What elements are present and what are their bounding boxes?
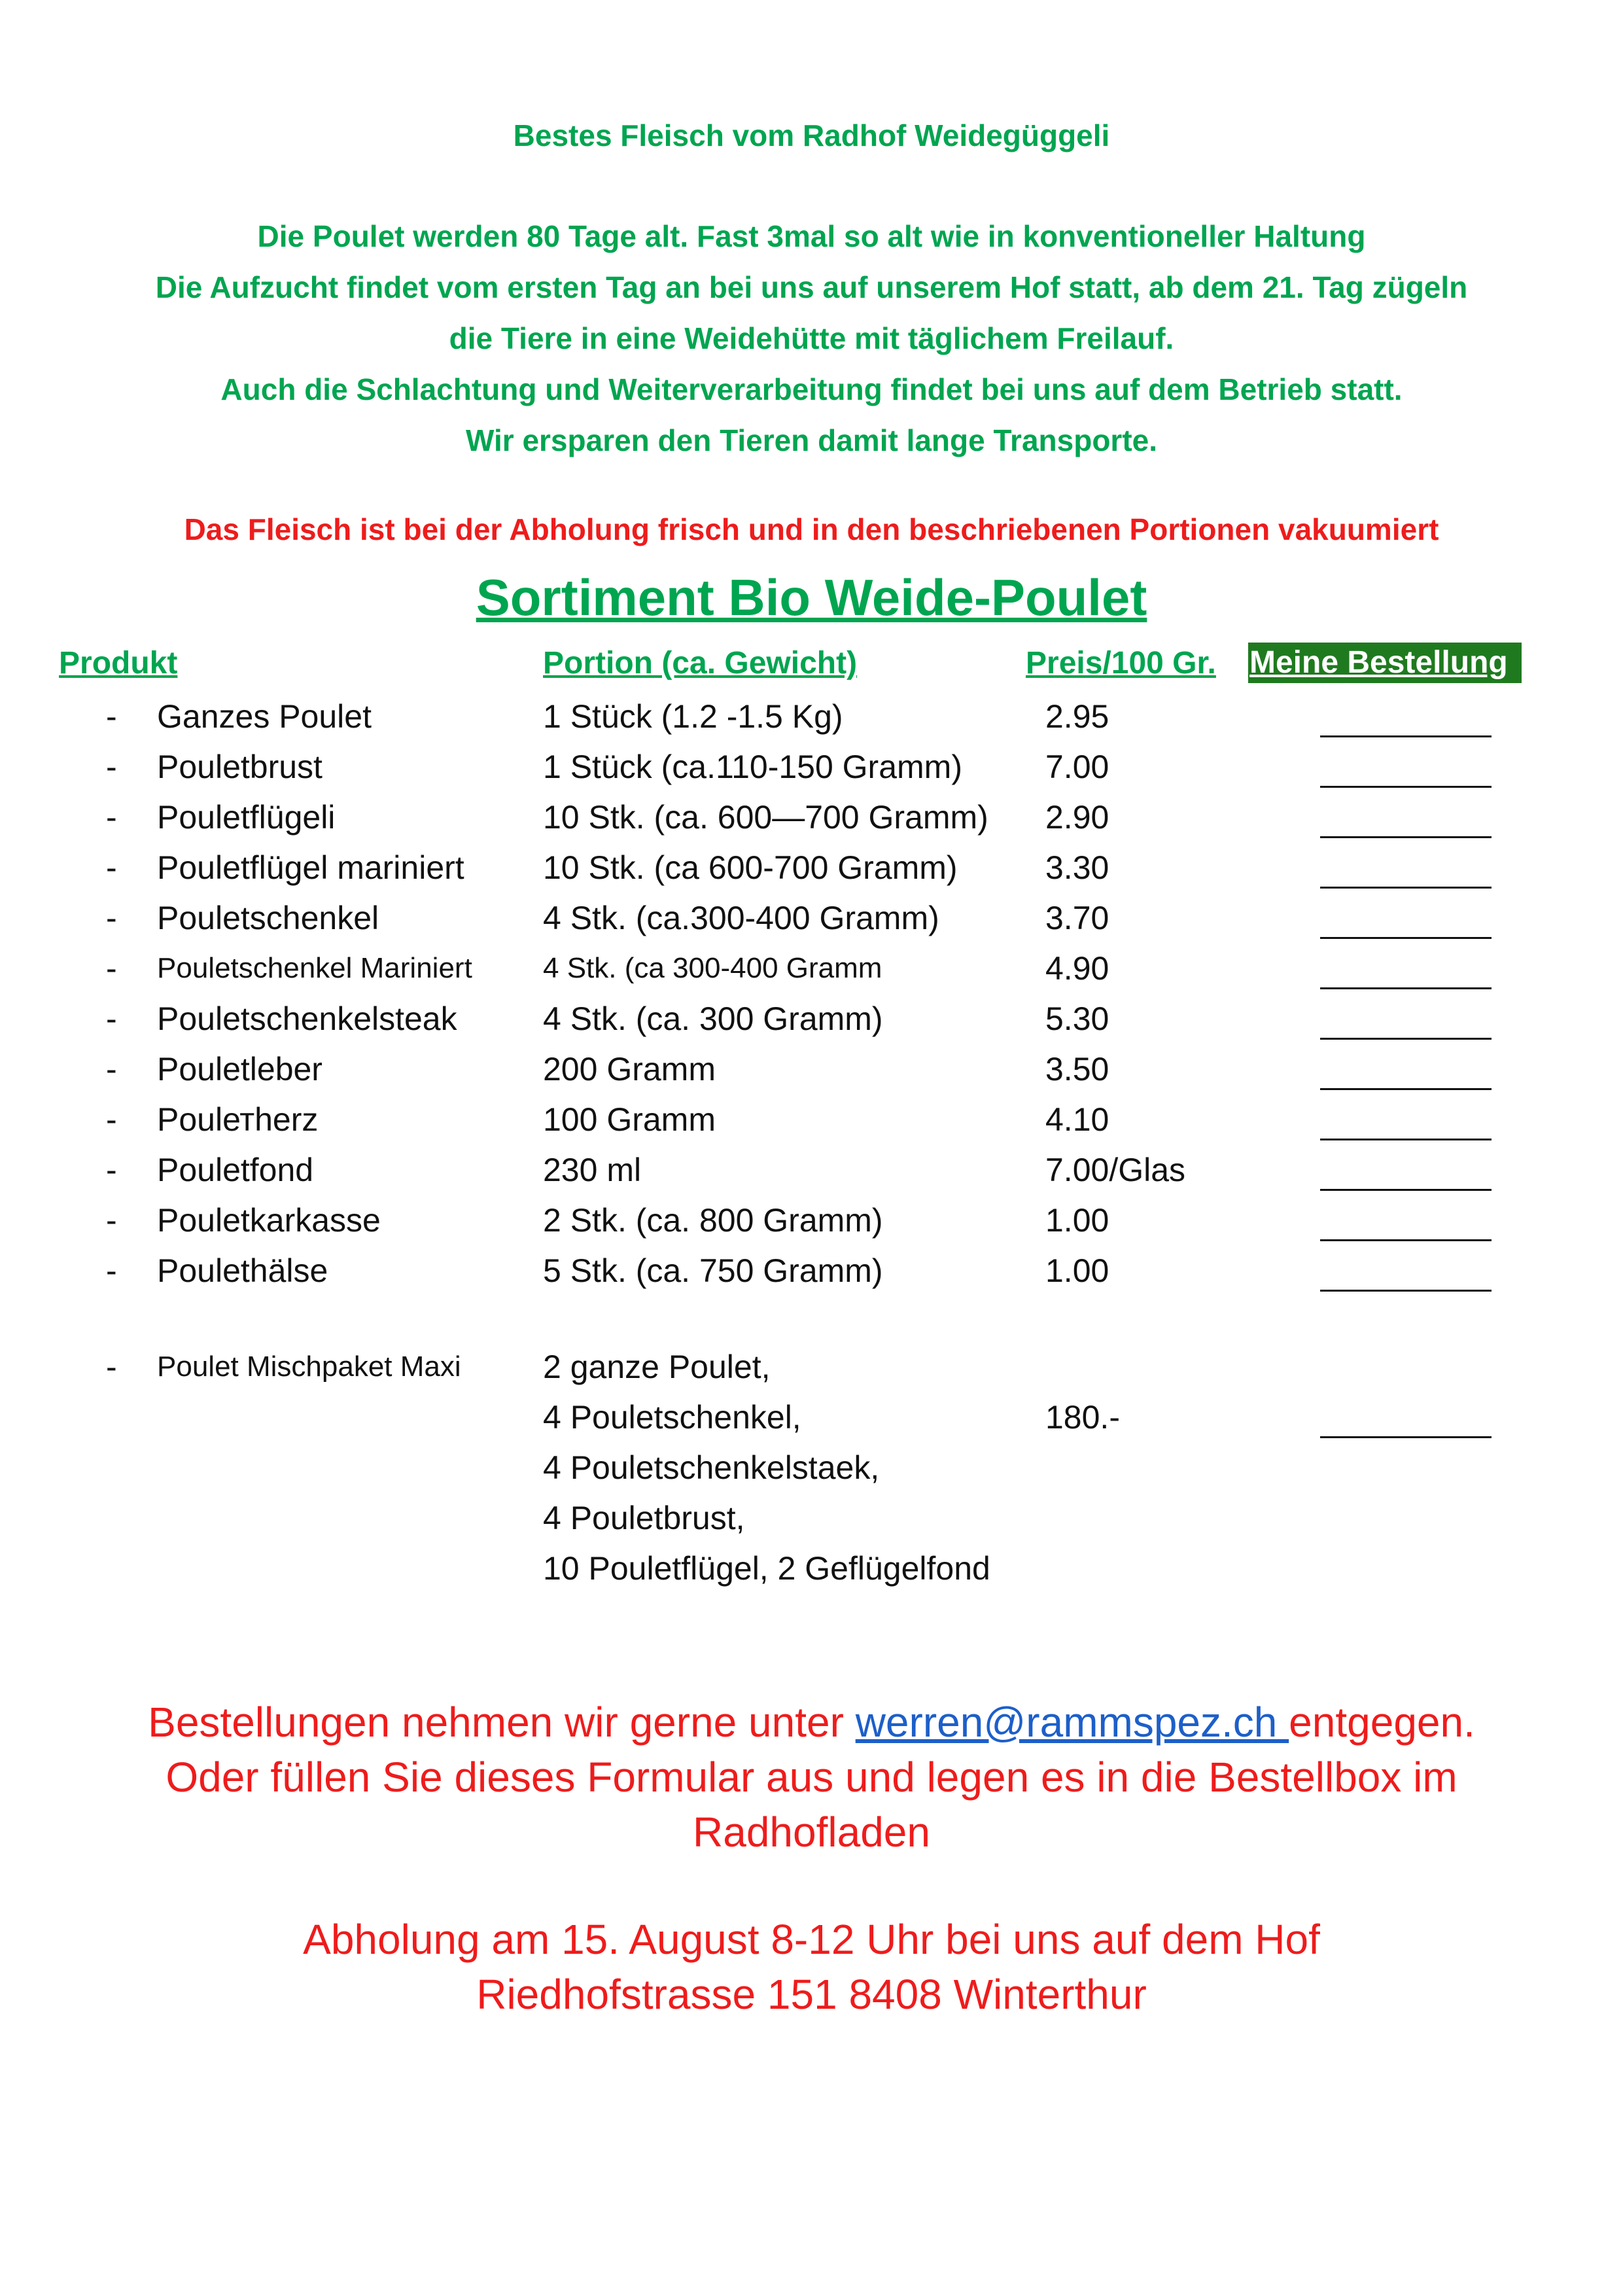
intro-text [0,211,1623,466]
product-row [0,1252,1623,1301]
order-info-line [0,1695,1623,1750]
product-name: Pouletschenkel [157,900,379,936]
order-info-line: Radhofladen [693,1809,930,1856]
product-price: 4.10 [1045,1101,1109,1138]
bullet-dash: - [106,698,117,735]
order-info [0,1695,1623,1860]
order-quantity-field[interactable] [1320,1038,1492,1040]
column-header-portion: Portion (ca. Gewicht) [543,646,858,680]
product-price: 7.00 [1045,749,1109,785]
bullet-dash: - [106,1252,117,1289]
product-price: 3.50 [1045,1051,1109,1087]
product-row [0,798,1623,848]
bullet-dash: - [106,1202,117,1239]
product-name: Poulетherz [157,1101,319,1138]
product-name: Pouletschenkelsteak [157,1000,457,1037]
page-title: Sortiment Bio Weide-Poulet [476,569,1147,626]
order-quantity-field[interactable] [1320,1088,1492,1090]
column-header-order: Meine Bestellung [1248,643,1522,683]
mixpack-content-line: 10 Pouletflügel, 2 Geflügelfond [543,1550,990,1587]
product-portion: 1 Stück (1.2 -1.5 Kg) [543,698,843,735]
product-portion: 4 Stk. (ca.300-400 Gramm) [543,900,939,936]
product-price: 1.00 [1045,1202,1109,1239]
product-price: 7.00/Glas [1045,1152,1186,1188]
product-price: 2.90 [1045,799,1109,836]
product-name: Pouletleber [157,1051,323,1087]
bullet-dash: - [106,799,117,836]
product-name: Pouletkarkasse [157,1202,381,1239]
bullet-dash: - [106,1000,117,1037]
product-row [0,1000,1623,1050]
product-portion: 2 Stk. (ca. 800 Gramm) [543,1202,883,1239]
product-name: Pouletflügel mariniert [157,849,464,886]
order-info-line: Oder füllen Sie dieses Formular aus und legen es in die Bestellbox im [166,1754,1457,1801]
order-suffix: entgegen. [1289,1699,1475,1746]
product-name: Pouletschenkel Mariniert [157,952,472,984]
product-row [0,698,1623,747]
product-price: 3.70 [1045,900,1109,936]
product-row [0,1050,1623,1100]
bullet-dash: - [106,849,117,886]
bullet-dash: - [106,1051,117,1087]
product-row [0,1101,1623,1150]
product-name: Pouletbrust [157,749,323,785]
product-name: Poulethälse [157,1252,328,1289]
intro-line: Wir ersparen den Tieren damit lange Transporte. [465,423,1158,457]
order-quantity-field[interactable] [1320,836,1492,838]
headline: Bestes Fleisch vom Radhof Weidegüggeli [513,118,1110,152]
bullet-dash: - [106,749,117,785]
mixpack-row [0,1348,1623,1398]
product-row [0,849,1623,898]
product-price: 4.90 [1045,950,1109,987]
order-quantity-field[interactable] [1320,887,1492,889]
product-portion: 10 Stk. (ca. 600—700 Gramm) [543,799,988,836]
email-link[interactable]: werren@rammspez.ch [855,1699,1289,1746]
product-portion: 230 ml [543,1152,642,1188]
pickup-line: Abholung am 15. August 8-12 Uhr bei uns auf dem Hof [303,1916,1320,1963]
product-price: 3.30 [1045,849,1109,886]
order-quantity-field[interactable] [1320,1139,1492,1140]
mixpack-content-line: 4 Pouletschenkel, [543,1399,801,1436]
product-price: 1.00 [1045,1252,1109,1289]
product-name: Pouletfond [157,1152,314,1188]
mixpack-content-line: 4 Pouletschenkelstaek, [543,1449,880,1486]
order-quantity-field[interactable] [1320,1239,1492,1241]
order-quantity-field[interactable] [1320,1189,1492,1191]
order-quantity-field[interactable] [1320,735,1492,737]
bullet-dash: - [106,1101,117,1138]
product-row [0,748,1623,798]
product-name: Poulet Mischpaket Maxi [157,1351,461,1383]
order-quantity-field[interactable] [1320,987,1492,989]
product-name: Ganzes Poulet [157,698,372,735]
column-header-price: Preis/100 Gr. [1026,646,1216,680]
product-portion: 200 Gramm [543,1051,716,1087]
intro-line: Die Aufzucht findet vom ersten Tag an bei uns auf unserem Hof statt, ab dem 21. Tag zügeln [155,270,1468,304]
product-portion: 1 Stück (ca.110-150 Gramm) [543,749,962,785]
product-price: 2.95 [1045,698,1109,735]
product-portion: 4 Stk. (ca. 300 Gramm) [543,1000,883,1037]
intro-line: Auch die Schlachtung und Weiterverarbeitung findet bei uns auf dem Betrieb statt. [220,372,1403,406]
product-row [0,1151,1623,1201]
pickup-info [0,1912,1623,2022]
order-quantity-field[interactable] [1320,1290,1492,1292]
address-line: Riedhofstrasse 151 8408 Winterthur [476,1971,1147,2018]
intro-line: die Tiere in eine Weidehütte mit täglichem Freilauf. [449,321,1174,355]
mixpack-content-line: 2 ganze Poulet, [543,1349,771,1385]
fresh-note: Das Fleisch ist bei der Abholung frisch und in den beschriebenen Portionen vakuumiert [184,512,1439,546]
product-row [0,899,1623,949]
product-row [0,949,1623,999]
bullet-dash: - [106,950,117,987]
product-row [0,1201,1623,1251]
product-price: 5.30 [1045,1000,1109,1037]
order-quantity-field[interactable] [1320,937,1492,939]
order-prefix: Bestellungen nehmen wir gerne unter [148,1699,856,1746]
order-quantity-field[interactable] [1320,1436,1492,1438]
bullet-dash: - [106,1152,117,1188]
bullet-dash: - [106,900,117,936]
bullet-dash: - [106,1349,117,1385]
product-portion: 4 Stk. (ca 300-400 Gramm [543,952,882,984]
intro-line: Die Poulet werden 80 Tage alt. Fast 3mal so alt wie in konventioneller Haltung [257,219,1366,253]
product-portion: 5 Stk. (ca. 750 Gramm) [543,1252,883,1289]
product-portion: 100 Gramm [543,1101,716,1138]
order-quantity-field[interactable] [1320,786,1492,788]
mixpack-price-row [0,1398,1623,1448]
product-price: 180.- [1045,1399,1120,1436]
product-portion: 10 Stk. (ca 600-700 Gramm) [543,849,958,886]
product-name: Pouletflügeli [157,799,336,836]
column-header-product: Produkt [59,646,178,680]
mixpack-content-line: 4 Pouletbrust, [543,1500,745,1536]
